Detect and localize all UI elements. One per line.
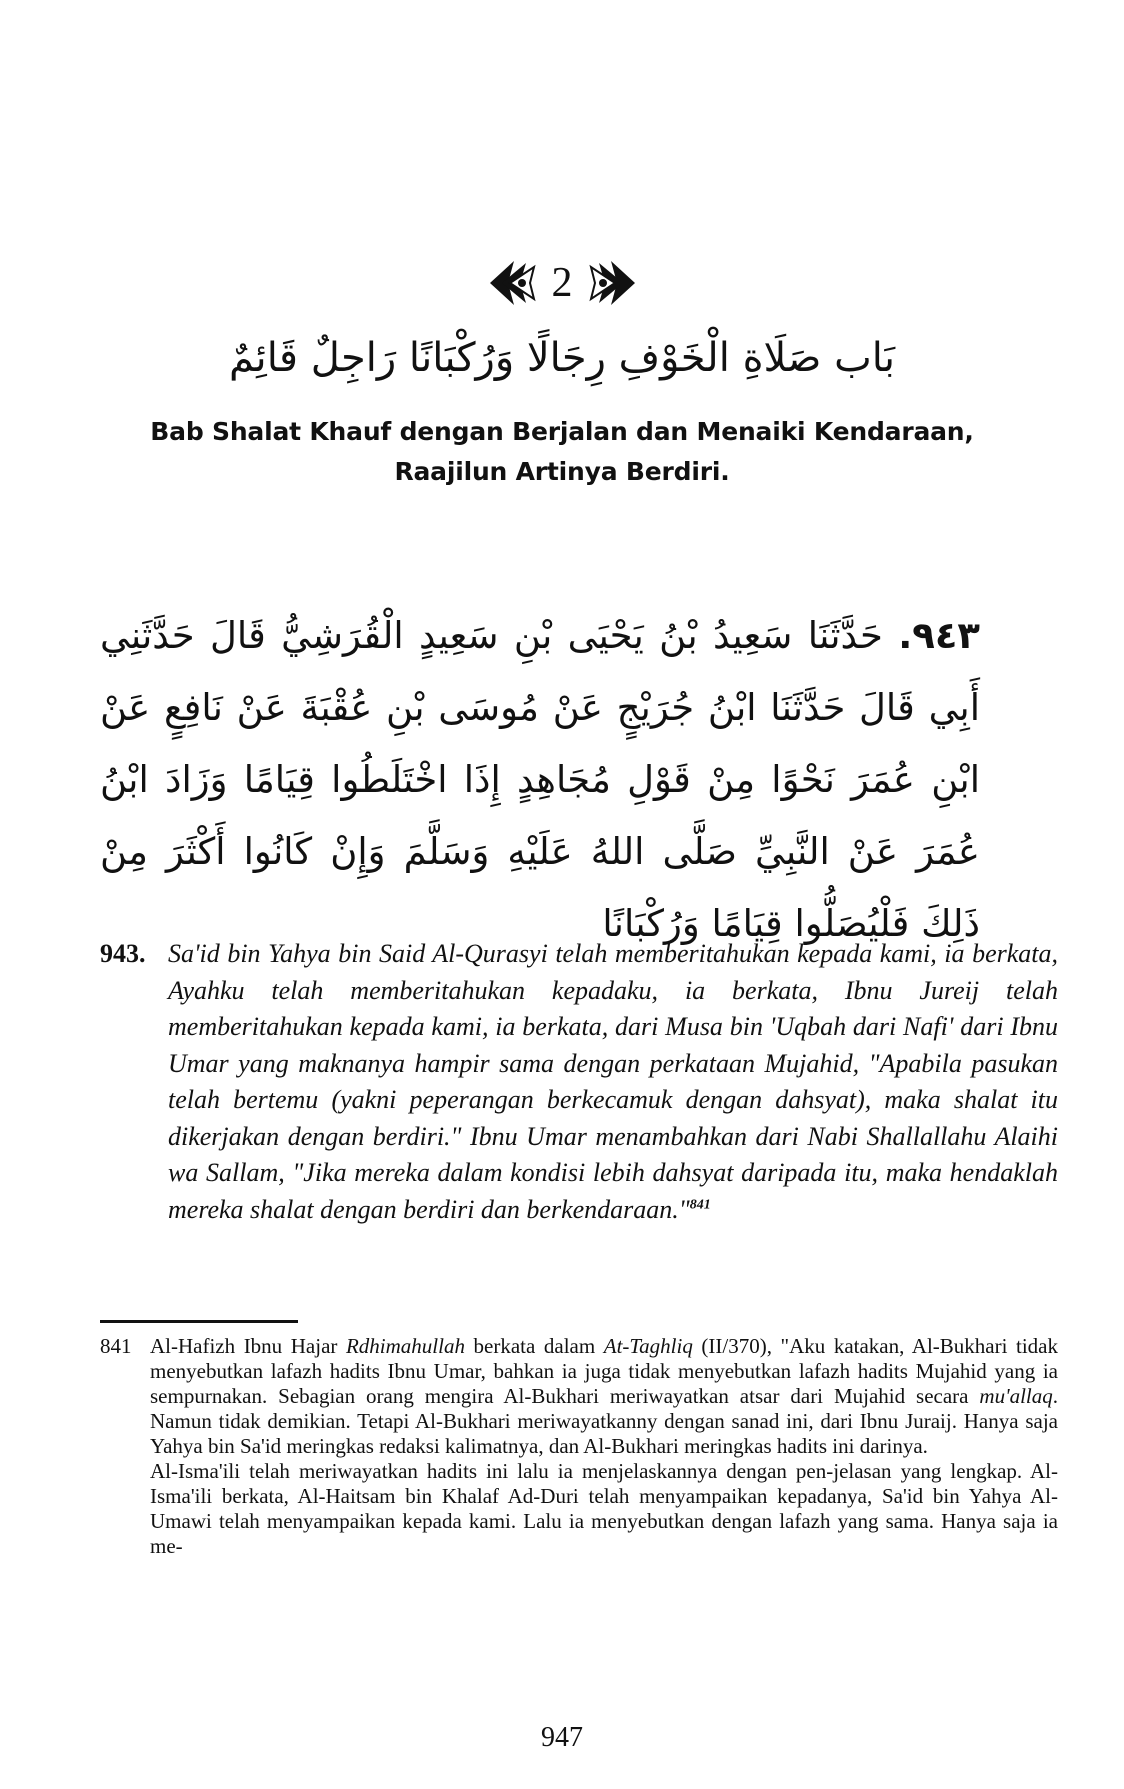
translation-text: Sa'id bin Yahya bin Said Al-Qurasyi telah memberitahukan kepada kami, ia berkata, Ayahku telah memberitahukan kepadaku, ia berkata, Ibnu Jureij telah memberitahukan kepada kami, ia berkata, dari Musa bin 'Uqbah dari Nafi' dari Ibnu Umar yang maknanya hampir sama dengan perkataan Mujahid, "Apabila pasukan telah bertemu (yakni peperangan berkecamuk dengan dahsyat), maka shalat itu dikerjakan dengan berdiri." Ibnu Umar menambahkan dari Nabi Shallallahu Alaihi wa Sallam, "Jika mereka dalam kondisi lebih dahsyat daripada itu, maka hendaklah mereka shalat dengan berdiri dan berkendaraan." (168, 939, 1058, 1224)
footnote-text: (II/370), "Aku katakan, Al-Bukhari tidak menyebutkan lafazh hadits Ibnu Umar, bahkan ia juga tidak menyebutkan lafazh hadits Mujahid yang ia sempurnakan. Sebagian orang mengira Al-Bukhari meriwayatkan atsar dari Mujahid secara (150, 1334, 1058, 1408)
footnote-body (150, 1334, 1058, 1559)
footnote-text: berkata dalam (464, 1334, 604, 1358)
footnote-paragraph-2: Al-Isma'ili telah meriwayatkan hadits ini lalu ia menjelaskannya dengan pen-jelasan yang lengkap. Al-Isma'ili berkata, Al-Haitsam bin Khalaf Ad-Duri telah menyampaikan kepadanya, Sa'id bin Yahya Al-Umawi telah menyampaikan kepada kami. Lalu ia menyebutkan dengan lafazh yang sama. Hanya saja ia me- (150, 1459, 1058, 1558)
left-ornament-icon (488, 258, 540, 308)
chapter-heading (0, 258, 1124, 308)
footnote-number: 841 (100, 1334, 132, 1358)
chapter-title (120, 412, 1004, 492)
page-number: 947 (541, 1722, 583, 1753)
footnote (100, 1334, 1058, 1559)
hadith-translation (100, 936, 1058, 1228)
arabic-hadith-body: حَدَّثَنَا سَعِيدُ بْنُ يَحْيَى بْنِ سَعِيدٍ الْقُرَشِيُّ قَالَ حَدَّثَنِي أَبِي قَالَ حَدَّثَنَا ابْنُ جُرَيْجٍ عَنْ مُوسَى بْنِ عُقْبَةَ عَنْ نَافِعٍ عَنْ ابْنِ عُمَرَ نَحْوًا مِنْ قَوْلِ مُجَاهِدٍ إِذَا اخْتَلَطُوا قِيَامًا وَزَادَ ابْنُ عُمَرَ عَنْ النَّبِيِّ صَلَّى اللهُ عَلَيْهِ وَسَلَّمَ وَإِنْ كَانُوا أَكْثَرَ مِنْ ذَلِكَ فَلْيُصَلُّوا قِيَامًا وَرُكْبَانًا (100, 614, 980, 945)
footnote-reference: 841 (689, 1196, 711, 1212)
chapter-number: 2 (551, 260, 573, 306)
footnote-italic-term: mu'allaq (979, 1384, 1053, 1408)
chapter-title-line-2: Raajilun Artinya Berdiri. (394, 457, 730, 486)
right-ornament-icon (585, 258, 637, 308)
arabic-hadith-number: ٩٤٣. (898, 614, 980, 657)
footnote-paragraph-1 (150, 1334, 1058, 1459)
footnote-text: Al-Hafizh Ibnu Hajar (150, 1334, 346, 1358)
arabic-chapter-title: بَاب صَلَاةِ الْخَوْفِ رِجَالًا وَرُكْبَانًا رَاجِلٌ قَائِمٌ (228, 335, 896, 381)
hadith-number: 943. (100, 939, 146, 968)
footnote-italic-text: Rdhimahullah (345, 1334, 465, 1358)
footnote-divider (100, 1320, 298, 1323)
footnote-book-title: At-Taghliq (603, 1334, 693, 1358)
translation-body (168, 936, 1058, 1228)
footnote-text: . Namun tidak demikian. Tetapi Al-Bukhari meriwayatkanny dengan sanad ini, dari Ibnu Juraij. Hanya saja Yahya bin Sa'id meringkas redaksi kalimatnya, dan Al-Bukhari meringkas hadits ini darinya. (150, 1384, 1058, 1458)
arabic-hadith-text (100, 600, 980, 960)
chapter-title-line-1: Bab Shalat Khauf dengan Berjalan dan Menaiki Kendaraan, (150, 417, 974, 446)
